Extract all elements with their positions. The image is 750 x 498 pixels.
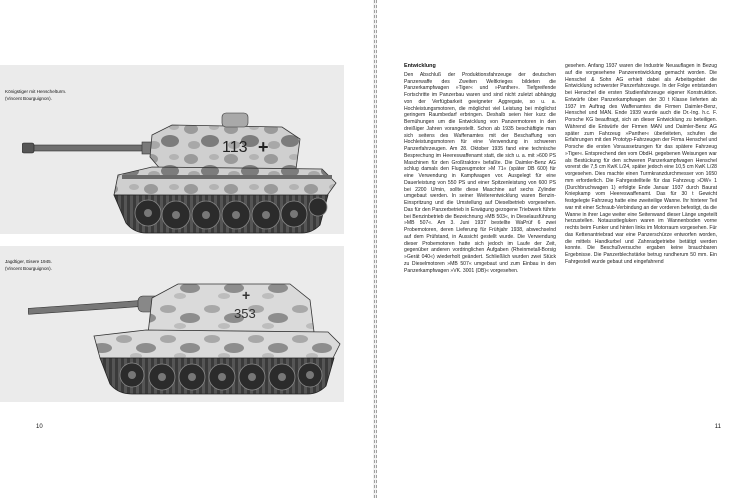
turret-number: 113 xyxy=(222,139,248,156)
right-page xyxy=(377,0,750,498)
balkenkreuz-icon: + xyxy=(242,287,251,303)
section-heading: Entwicklung xyxy=(404,63,436,69)
text-column-2 xyxy=(565,63,717,266)
caption-koenigstiger: Königstiger mit Henschelturm. (Vincent Bourguignon). xyxy=(5,89,67,101)
page-number-right: 11 xyxy=(714,424,721,430)
left-page xyxy=(0,0,373,498)
body-text-column-1: Den Abschluß der Produktionsfahrzeuge der deutschen Panzerwaffe des Zweiten Weltkrieges bildeten die Panzerkampfwagen »Tiger« und »Panther«. Tiefgreifende Fortschritte im Panzerbau waren und sind nicht zuletzt abhängig von der Verfügbarkeit geeigneter Aggregate, so u. a. Hochleistungsmotoren, die möglichst viel Leistung bei möglichst geringem Raumbedarf erbringen. Deshalb seien hier kurz die Bemühungen um die Entwicklung von Panzermotoren in den dreißiger Jahren vorangestellt. Schon ab 1935 beschäftigte man sich seitens des Waffenamtes mit der Beschaffung von Hochleistungsmotoren für eine Verwendung in schweren Panzerfahrzeugen. Am 28. Oktober 1935 fand eine technische Besprechung im Heereswaffenamt statt, die sich u. a. mit »600 PS Maschinen für den Großtraktor« befaßte. Die Daimler-Benz AG schlug damals den Flugzeugmotor »M 71« (später DB 600) für eine Verwendung in Kampfwagen vor. Ausgelegt für eine Dauerleistung von 550 PS und einer Spitzenleistung von 600 PS bei 2200 U/min, sollte diese Maschine auf sechs Zylinder umgebaut werden. In seiner Weiterentwicklung waren Benzin-Einspritzung und die Umstellung auf Dieselbetrieb vorgesehen. Das für den Panzerbetrieb in Erwägung gezogene Triebwerk führte bei Benzinbetrieb die Bezeichnung »MB 503«, in Dieselausführung »MB 507«. Am 3. Juni 1937 bestellte WaPrüf 6 zwei Probemotoren, deren Lieferung für Frühjahr 1938, abwechselnd auf dem Prüfstand, in Aussicht gestellt wurde. Die Verwendung dieser Probemotoren hatte sich jedoch im Laufe der Zeit, gegenüber anderen vordringlichen Aufgaben (Rheinmetall-Borsig »Gerät 040«) wiederholt geändert. Schließlich wurden zwei Stück zu Dieselmotoren »MB 507« umgebaut und zum Einbau in den Panzerkampfwagen »VK. 3001 (DB)« vorgesehen. xyxy=(404,71,556,274)
body-text-column-2: gesehen. Anfang 1937 waren die Industrie Neuauflagen in Bezug auf die vorgesehene Panzerentwicklung gemacht worden. Die Henschel & Sohn AG erhielt dabei als Arbeitsgebiet die Entwicklung schwerster Panzerfahrzeuge. In der Folge entstanden bei Henschel die ersten Studienfahrzeuge eigener Konstruktion. Entwürfe über Panzerkampfwagen der 30 t Klasse lieferten ab 1937 im Auftrag des Waffenamtes die Firmen Daimler-Benz, Henschel und MAN. Ende 1939 wurde auch die Dr.-Ing. h.c. F. Porsche KG beauftragt, sich an dieser Entwicklung zu beteiligen. Während die Entwürfe der Firmen MAN und Daimler-Benz AG später zum Fahrzeug »Panther« überleiteten, schufen die Erfahrungen mit den Prototyp-Fahrzeugen der Firma Henschel und Porsche die ersten Voraussetzungen für das spätere Fahrzeug »Tiger«. Entsprechend den vom ObdH. gegebenen Weisungen war als Bestückung für den schweren Panzerkampfwagen Henschel vorerst die 7,5 cm KwK L/24, später jedoch eine 10,5 cm KwK L/28 vorgesehen. Dies machte einen Turmkranzdurchmesser von 1650 mm erforderlich. Die Fahrgestellteile für das Fahrzeug »DW« 1 (Durchbruchwagen 1) erfolgte Ende Januar 1937 durch Baurat Kniepkamp vom Heereswaffenamt. Das für 30 t Gewicht festgelegte Fahrzeug hatte eine zweiteilige Wanne. Ihr hinterer Teil war mit einer Schraub-Verbindung an der vorderen befestigt, da die Wanne in ihrer Lage weiter eine Seitenwand dieser Länge ungeteilt herzustellen. Notausstiegluken waren im Wannenboden vorne rechts beim Funker und hinten links im Motorraum vorgesehen. Für das Kettenantriebrad war eine Panzerschürze entworfen worden, die mittels Handkurbel und Zahnradgetriebe betätigt werden konnte. Die Beschußversuche ergaben keine brauchbaren Ergebnisse. Die Panzerblechstärke betrug rundherum 50 mm. Ein Fahrgestell wurde gebaut und eingefahrend xyxy=(565,63,717,265)
jagdtiger-illustration xyxy=(28,270,344,397)
page-divider-left xyxy=(374,0,375,498)
caption-jagdtiger: Jagdtiger, Eisere 1945. (Vincent Bourguignon). xyxy=(5,259,52,271)
text-column-1 xyxy=(404,63,556,274)
illustration-plate-koenigstiger xyxy=(0,65,344,234)
koenigstiger-illustration xyxy=(22,91,340,234)
illustration-plate-jagdtiger xyxy=(0,246,344,402)
page-number-left: 10 xyxy=(36,424,43,430)
balkenkreuz-icon: + xyxy=(258,137,269,157)
vehicle-number: 353 xyxy=(234,306,256,321)
